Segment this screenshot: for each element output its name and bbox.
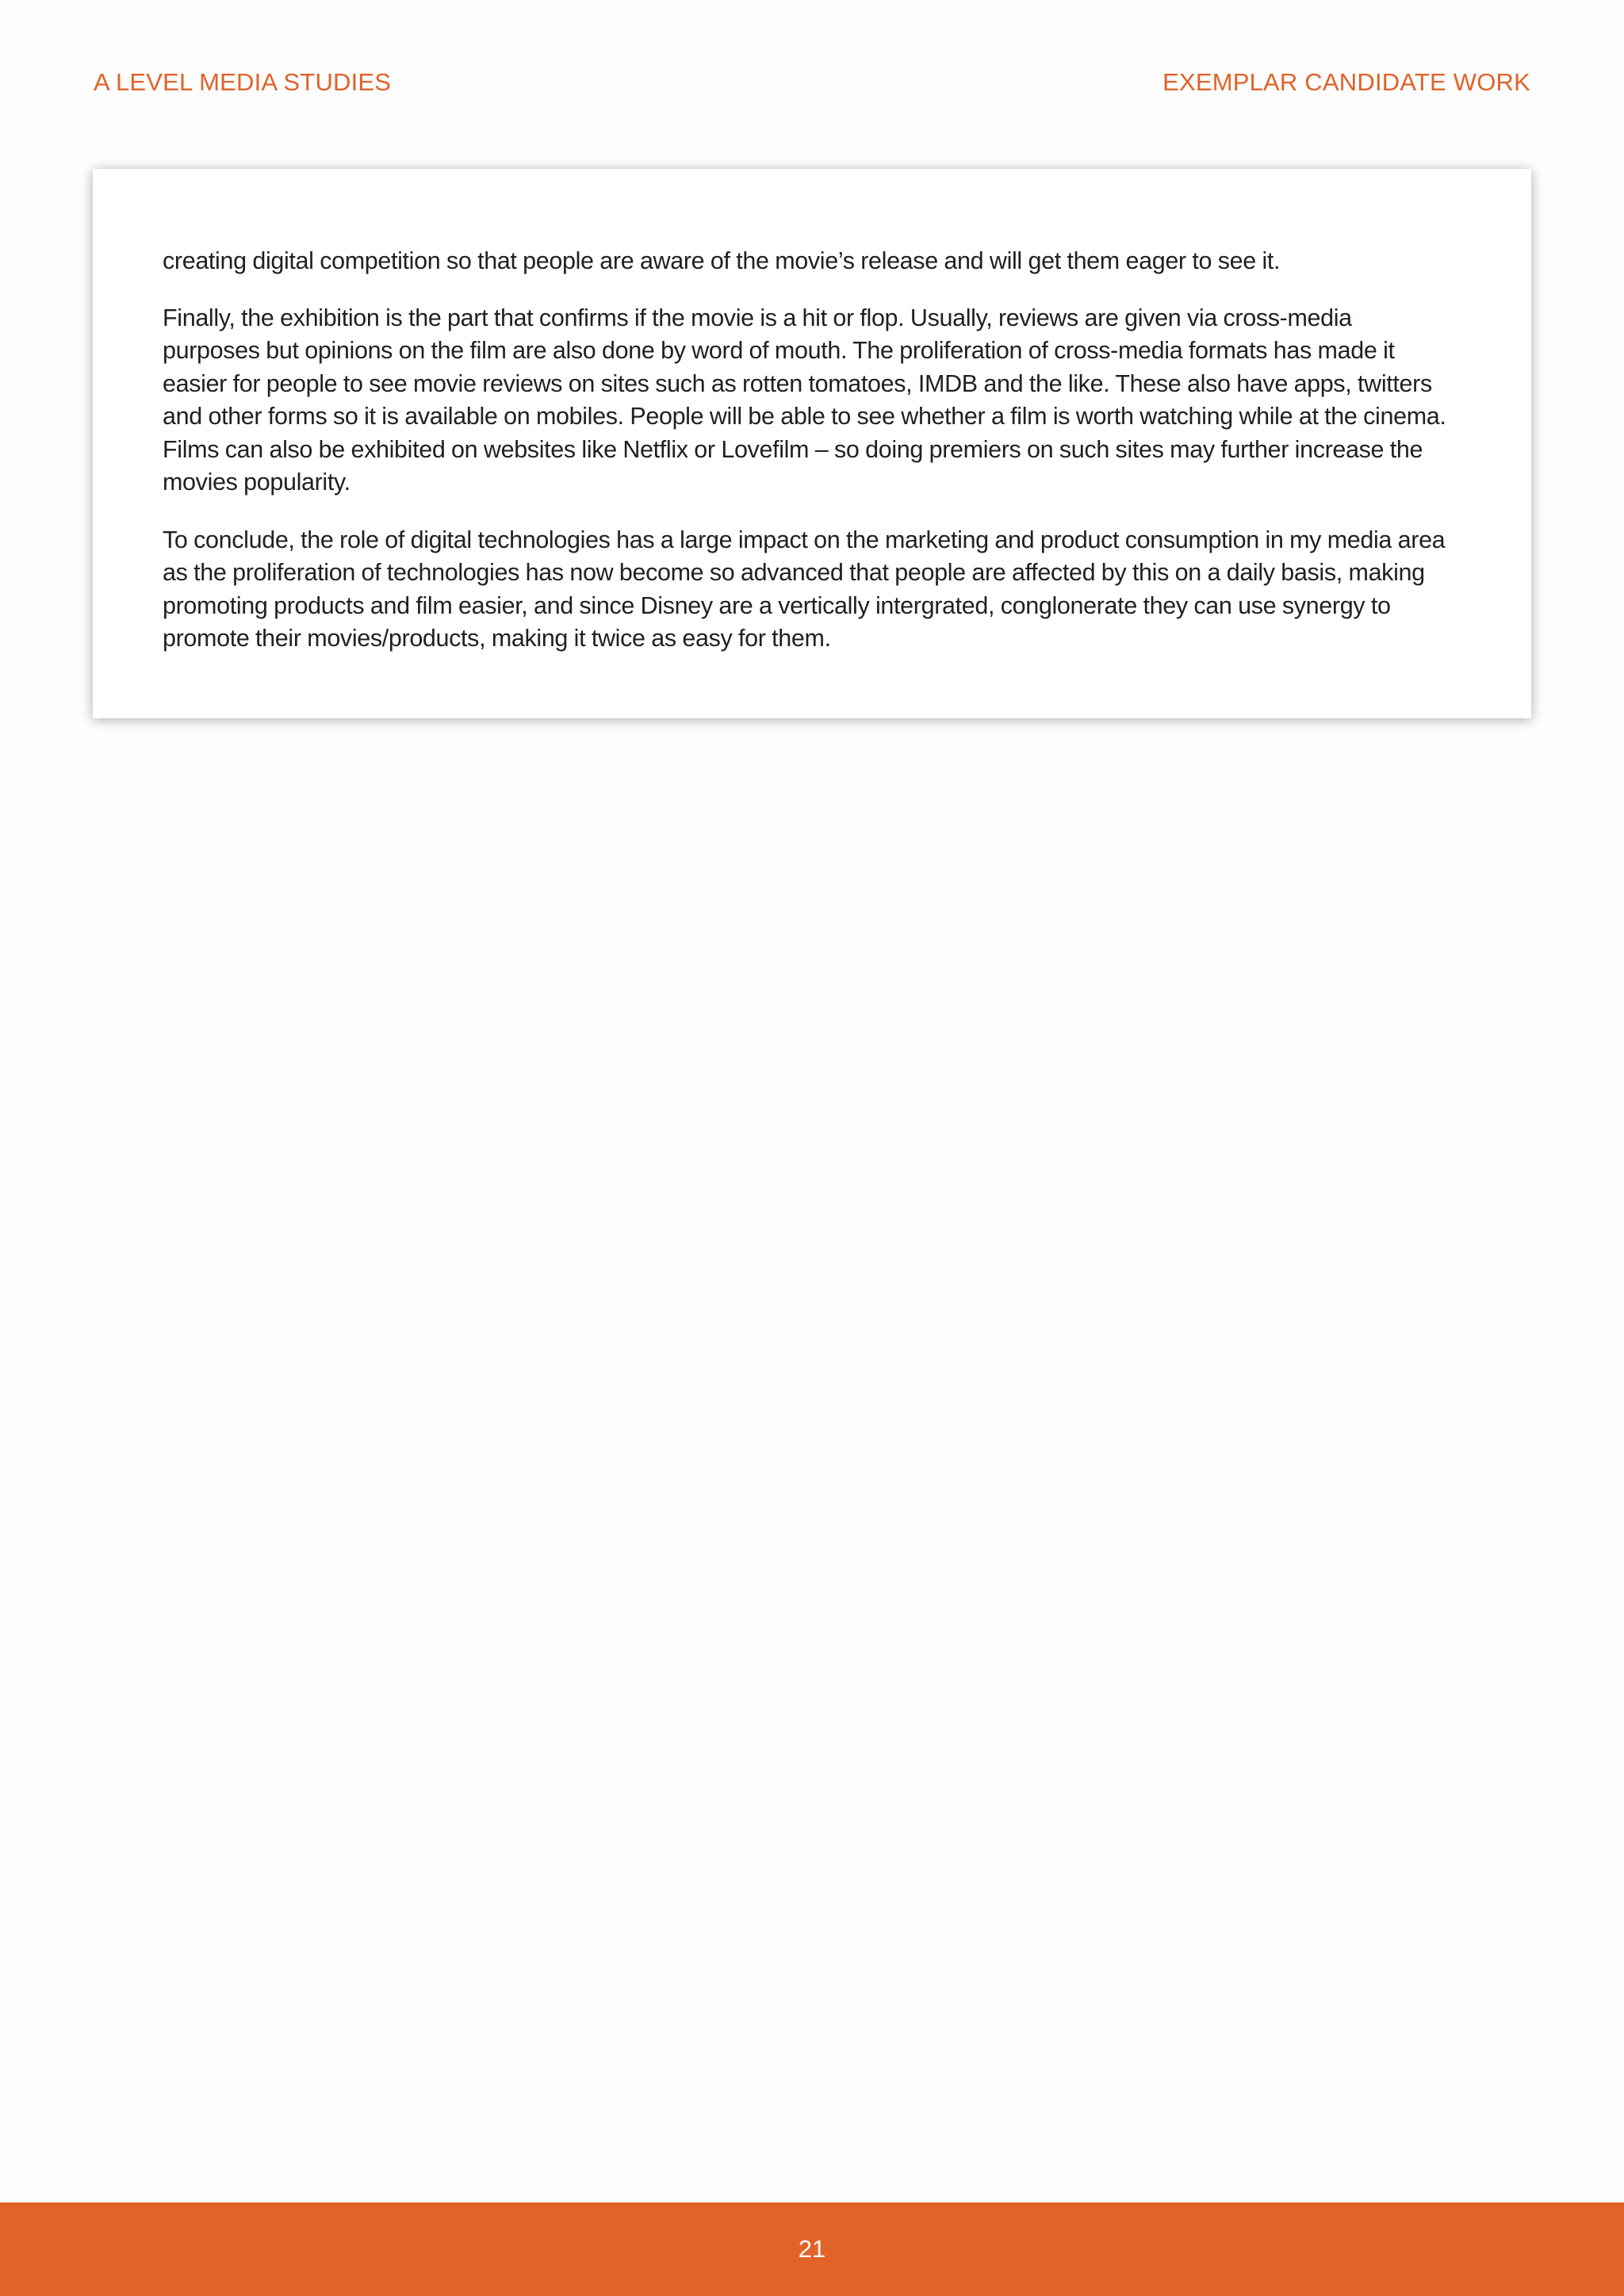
page-footer — [0, 2202, 1624, 2296]
header-section-title: EXEMPLAR CANDIDATE WORK — [1162, 68, 1530, 96]
body-paragraph: Finally, the exhibition is the part that confirms if the movie is a hit or flop. Usually, reviews are given via cross-media purposes but opinions on the film are also done by word of mouth. The proliferation of cross-media formats has made it easier for people to see movie reviews on sites such as rotten tomatoes, IMDB and the like. These also have apps, twitters and other forms so it is available on mobiles. People will be able to see whether a film is worth watching while at the cinema. Films can also be exhibited on websites like Netflix or Lovefilm – so doing premiers on such sites may further increase the movies popularity. — [163, 304, 1446, 496]
page-header — [94, 65, 1530, 100]
page-number: 21 — [798, 2235, 826, 2263]
body-paragraph: creating digital competition so that people are aware of the movie’s release and will get them eager to see it. — [163, 247, 1281, 274]
candidate-work-panel — [93, 169, 1531, 718]
body-paragraph: To conclude, the role of digital technologies has a large impact on the marketing and product consumption in my media area as the proliferation of technologies has now become so advanced that people are affected by this on a daily basis, making promoting products and film easier, and since Disney are a vertically intergrated, conglonerate they can use synergy to promote their movies/products, making it twice as easy for them. — [163, 526, 1446, 652]
header-course-title: A LEVEL MEDIA STUDIES — [94, 68, 392, 96]
